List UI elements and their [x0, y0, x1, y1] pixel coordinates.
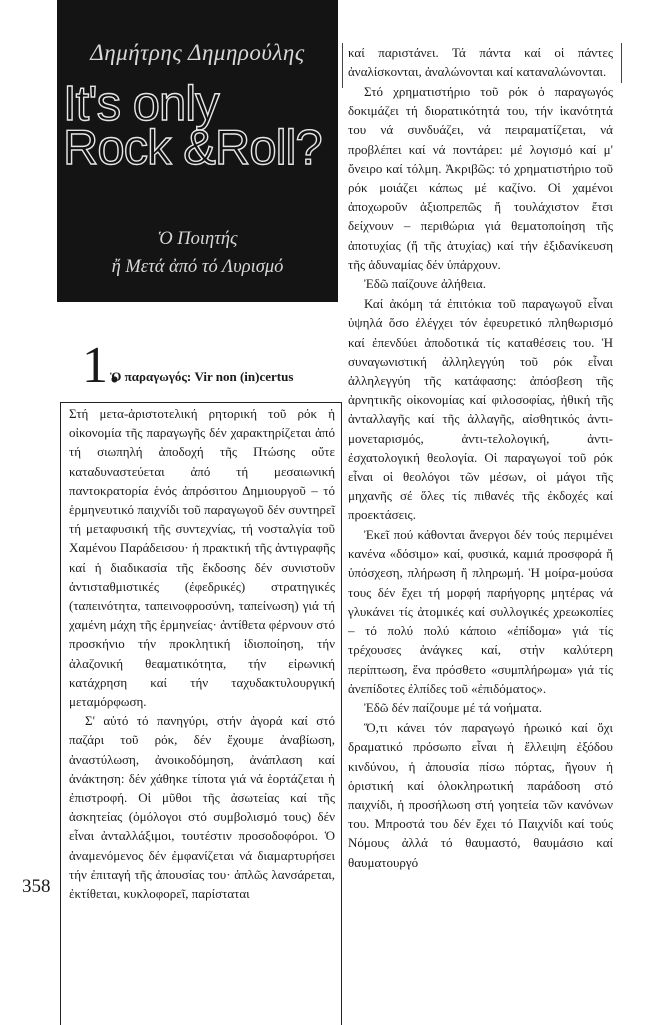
page-number: 358 [22, 876, 51, 897]
section-heading [58, 337, 338, 394]
article-title [63, 77, 339, 175]
left-paragraph: Στή μετα-ἀριστοτελική ρητορική τοῦ ρόκ ἡ οἰκονομία τῆς παραγωγῆς δέν χαρακτηρίζεται ἀπό τή σιωπηλή ἀποδοχή τῆς Πτώσης οὔτε καταδυναστεύεται ἀπό τή μεσαιωνική παντοκρατορία ἑνός ἀπρόσιτου Δημιουργοῦ – τό ἑρμηνευτικό παιχνίδι τοῦ παραγωγοῦ δέν συντηρεῖ τή μεταφυσική τῆς συντεχνίας, τή νοσταλγία τοῦ Χαμένου Παράδεισου· ἡ πρακτική τῆς ἀντιγραφῆς καί ἡ διαδικασία τῆς ἔκδοσης δέν συνιστοῦν ἀντισταθμιστικές (ἐφεδρικές) στρατηγικές (ταπεινότητα, ταπεινοφροσύνη, ταπείνωση) γιά τή χαμένη μάχη τῆς ἑρμηνείας· ἀντίθετα φέρνουν στό προσκήνιο τήν προκλητική ἰδιοποίηση, τήν ἀλαζονική θεαματικότητα, τήν εἰρωνική κατάχρηση καί τήν ταχυδακτυλουργική μεταμόρφωση. [69, 406, 335, 710]
right-paragraph: Ἐκεῖ πού κάθονται ἄνεργοι δέν τούς περιμένει κανένα «δόσιμο» καί, φυσικά, καμιά προσφορά ἤ ὑπόσχεση, πλήρωση ἤ πληρωμή. Ἡ μοίρα-μούσα τους δέν ἔχει τή μορφή παρήγορης μητέρας νά γλυκάνει τίς ἀτομικές καί συλλογικές χρεωκοπίες – τό πολύ πολύ κάποιο «ἐπίδομα» γιά τίς τρέχουσες ἀνάγκες καί, στήν καλύτερη περίπτωση, ἕνα πρόσθετο «συμπλήρωμα» γιά τίς ἀνεπίδοτες ἐλπίδες τοῦ «ἐπιδόματος». [348, 527, 613, 696]
subtitle-line-2: ἤ Μετά ἀπό τό Λυρισμό [111, 257, 284, 277]
column-divider [342, 43, 343, 88]
left-paragraph: Σ' αὐτό τό πανηγύρι, στήν ἀγορά καί στό παζάρι τοῦ ρόκ, δέν ἔχουμε ἀναβίωση, ἀναστύλωση, ἀνοικοδόμηση, ἀνάπλαση καί ἀνάκτηση: δέν χάθηκε τίποτα γιά νά ἑορτάζεται ἡ ἐπιστροφή. Οἱ μῦθοι τῆς ἀσωτείας καί τῆς ἀσκητείας (ὁμόλογοι στό συμβολισμό τους) δέν εἶναι ἀνταλλάξιμοι, τουτέστιν προσοδοφόροι. Ὁ ἀναμενόμενος δέν ἐμφανίζεται νά διαμαρτυρήσει τήν ἐπιταγή τῆς ἀπουσίας του· ἁπλῶς λανσάρεται, ἐκτίθεται, κυκλοφορεῖ, παρίσταται [69, 713, 335, 902]
right-paragraph: Ἐδῶ παίζουνε ἀλήθεια. [364, 276, 486, 292]
title-line-1: It's only [63, 77, 219, 131]
right-paragraph: Ὅ,τι κάνει τόν παραγωγό ἡρωικό καί ὄχι δραματικό πρόσωπο εἶναι ἡ ἔλλειψη ἐξόδου κινδύνου, ἡ ἀπουσία πίσω πόρτας, ἤγουν ἡ ὁριστική καί ὁλοκληρωτική παράδοση στό παιχνίδι, ἡ προσήλωση στή γοητεία τῶν κανόνων του. Μπροστά του δέν ἔχει τό Παιχνίδι καί τούς Νόμους ἀλλά τό θαυμαστό, θαυμάσιο καί θαυματουργό [348, 720, 613, 870]
right-paragraph: καί παριστάνει. Τά πάντα καί οἱ πάντες ἀναλίσκονται, ἀναλώνονται καί καταναλώνονται. [348, 45, 613, 80]
section-title: Ὁ παραγωγός: Vir non (in)certus [110, 369, 294, 384]
right-paragraph: Στό χρηματιστήριο τοῦ ρόκ ὁ παραγωγός δοκιμάζει τή διορατικότητά του, τήν ἱκανότητά του νά συνδυάζει, νά πειραματίζεται, νά προβλέπει καί νά ποντάρει: μέ λογισμό καί μ' ὄνειρο καί τόλμη. Ἀκριβῶς: τό χρηματιστήριο τοῦ ρόκ μοιάζει κάπως μέ καζίνο. Οἱ χαμένοι ἀποχωροῦν ἀξιοπρεπῶς ἤ τουλάχιστον ἔτσι δείχνουν – περιθώρια γιά θεματοποίηση τῆς ἀποτυχίας (ἤ τῆς ἀτυχίας) καί τήν ἐξιδανίκευση τῆς ἀδυναμίας δέν ὑπάρχουν. [348, 83, 613, 272]
title-line-2: Rock &Roll? [63, 121, 322, 175]
left-column-box [60, 402, 342, 1025]
section-number: 1. [82, 337, 121, 394]
right-paragraph: Ἐδῶ δέν παίζουμε μέ τά νοήματα. [364, 700, 542, 716]
subtitle-line-1: Ὁ Ποιητής [157, 229, 238, 249]
right-paragraph: Καί ἀκόμη τά ἐπιτόκια τοῦ παραγωγοῦ εἶναι ὑψηλά ὅσο ἐλέγχει τόν ἐφευρετικό πληθωρισμό καί ἐπενδύει ἀποδοτικά τίς καταθέσεις του. Ἡ συναγωνιστική ἀλληλεγγύη τοῦ ρόκ εἶναι ἀλληλεγγύη τῆς κατάφασης: ἀπόσβεση τῆς ἀρνητικῆς οἰκονομίας καί φιλοσοφίας, ἠθική τῆς ἀνταλλαγῆς καί τῆς ἀλλαγῆς, αἰσθητικός ἀντι-μονεταρισμός, ἀντι-τελολογική, ἀντι-ἐσχατολογική θεολογία. Οἱ παραγωγοί τοῦ ρόκ εἶναι οἱ θεολόγοι τῶν μέσων, οἱ μάγοι τῆς μηχανῆς σέ ὅλες τίς πιθανές τῆς ἐκδοχές καί προεκτάσεις. [348, 296, 613, 523]
right-edge-rule [621, 43, 622, 83]
right-column [348, 43, 613, 872]
title-block [57, 0, 338, 302]
author-name: Δημήτρης Δημηρούλης [90, 40, 305, 65]
